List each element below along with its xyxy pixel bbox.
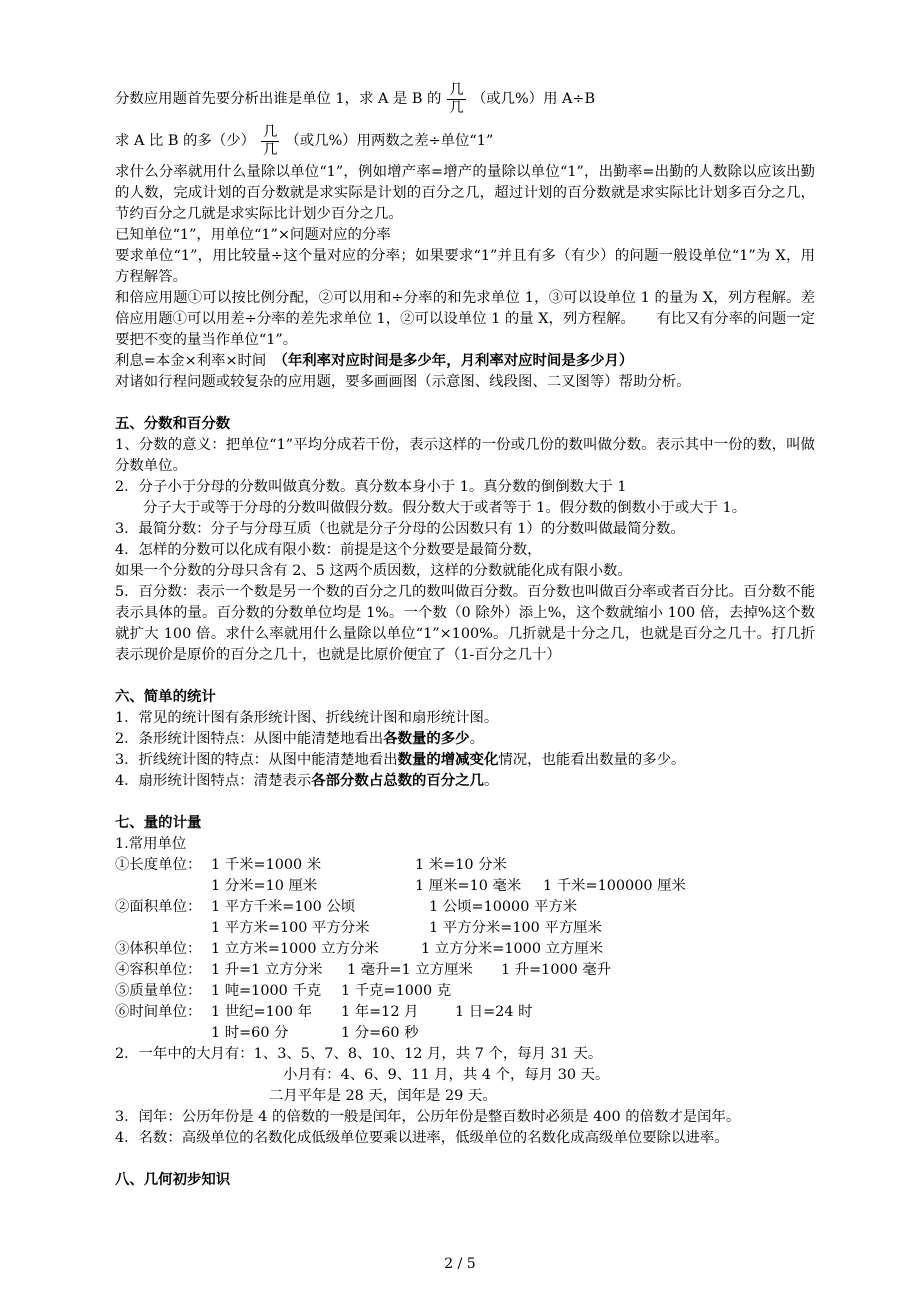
intro-line-1-tail: （或几%）用 A÷B bbox=[471, 90, 596, 107]
unit-fact: 1 毫升=1 立方厘米 bbox=[347, 962, 473, 978]
intro-paragraph-find-unit: 要求单位“1”，用比较量÷这个量对应的分率；如果要求“1”并且有多（有少）的问题一般设单位“1”为 X，用方程解答。 bbox=[115, 248, 815, 285]
fraction-numerator: 几 bbox=[449, 81, 464, 98]
fraction-denominator: 几 bbox=[263, 141, 278, 158]
unit-label: ⑤质量单位： bbox=[115, 983, 202, 999]
unit-label: ⑥时间单位： bbox=[115, 1004, 202, 1020]
intro-line-2-text: 求 A 比 B 的多（少） bbox=[115, 132, 255, 149]
unit-fact: 1 千米=1000 米 bbox=[211, 857, 322, 873]
unit-fact: 1 公顷=10000 平方米 bbox=[429, 899, 578, 915]
section-5-item-3: 3．最简分数：分子与分母互质（也就是分子分母的公因数只有 1）的分数叫做最简分数。 bbox=[115, 521, 685, 537]
section-6-item-2 bbox=[115, 729, 815, 750]
document-page bbox=[115, 78, 815, 1191]
section-5-item-5: 5．百分数：表示一个数是另一个数的百分之几的数叫做百分数。百分数也叫做百分率或者百分比。百分数不能表示具体的量。百分数的分数单位均是 1%。一个数（0 除外）添上%，这个数就缩小 100 倍，去掉%这个数就扩大 100 倍。求什么率就用什么量除以单位“1”×100%。几折就是十分之几，也就是百分之几十。打几折表示现价是原价的百分之几十，也就是比原价便宜了（1-百分之几十） bbox=[115, 584, 815, 663]
unit-fact: 1 世纪=100 年 bbox=[211, 1004, 313, 1020]
unit-label: ③体积单位： bbox=[115, 941, 202, 957]
length-units-row-2 bbox=[115, 876, 815, 897]
section-5-item-4a: 4．怎样的分数可以化成有限小数：前提是这个分数要是最简分数， bbox=[115, 542, 542, 558]
unit-fact: 1 立方米=1000 立方分米 bbox=[211, 941, 379, 957]
item-end: 。 bbox=[483, 773, 499, 789]
section-5-item-2a: 2．分子小于分母的分数叫做真分数。真分数本身小于 1。真分数的倒倒数大于 1 bbox=[115, 479, 627, 495]
area-units-row-1 bbox=[115, 897, 815, 918]
intro-line-1 bbox=[115, 78, 815, 120]
unit-fact: 1 时=60 分 bbox=[211, 1025, 289, 1041]
section-7-item-2a: 2．一年中的大月有：1、3、5、7、8、10、12 月，共 7 个，每月 31 天。 bbox=[115, 1046, 603, 1062]
unit-fact: 1 厘米=10 毫米 bbox=[415, 878, 522, 894]
item-emphasis: 数量的增减变化 bbox=[397, 752, 499, 768]
unit-label: ①长度单位： bbox=[115, 857, 202, 873]
section-7-item-4: 4．名数：高级单位的名数化成低级单位要乘以进率，低级单位的名数化成高级单位要除以进率。 bbox=[115, 1130, 729, 1146]
unit-fact: 1 千克=1000 克 bbox=[341, 983, 452, 999]
item-emphasis: 各部分数占总数的百分之几 bbox=[311, 773, 484, 789]
item-text: 2．条形统计图特点：从图中能清楚地看出 bbox=[115, 731, 384, 747]
section-7-item-3: 3．闰年：公历年份是 4 的倍数的一般是闰年，公历年份是整百数时必须是 400 的倍数才是闰年。 bbox=[115, 1109, 741, 1125]
unit-fact: 1 千米=100000 厘米 bbox=[543, 878, 686, 894]
time-units-row-1 bbox=[115, 1002, 815, 1023]
intro-line-2-tail: （或几%）用两数之差÷单位“1” bbox=[285, 132, 494, 149]
unit-fact: 1 年=12 月 bbox=[341, 1004, 419, 1020]
intro-paragraph-interest bbox=[115, 351, 815, 372]
section-5-item-4b: 如果一个分数的分母只含有 2、5 这两个质因数，这样的分数就能化成有限小数。 bbox=[115, 563, 632, 579]
item-text: 3．折线统计图的特点：从图中能清楚地看出 bbox=[115, 752, 398, 768]
section-7-sub-1: 1.常用单位 bbox=[115, 836, 187, 852]
unit-fact: 1 平方分米=100 平方厘米 bbox=[429, 920, 602, 936]
unit-fact: 1 升=1 立方分米 bbox=[211, 962, 323, 978]
unit-fact: 1 分米=10 厘米 bbox=[211, 878, 318, 894]
unit-fact: 1 立方分米=1000 立方厘米 bbox=[421, 941, 604, 957]
section-7-item-2b: 小月有：4、6、9、11 月，共 4 个，每月 30 天。 bbox=[283, 1067, 610, 1083]
volume-units-row bbox=[115, 939, 815, 960]
fraction-numerator: 几 bbox=[263, 123, 278, 140]
intro-line-1-text: 分数应用题首先要分析出谁是单位 1，求 A 是 B 的 bbox=[115, 90, 442, 107]
intro-paragraph-known-unit: 已知单位“1”，用单位“1”×问题对应的分率 bbox=[115, 227, 391, 243]
intro-paragraph-multiple-problems: 和倍应用题①可以按比例分配，②可以用和÷分率的和先求单位 1，③可以设单位 1 的量为 X，列方程解。差倍应用题①可以用差÷分率的差先求单位 1，②可以设单位 1 的量 X，列方程解。 有比又有分率的问题一定要把不变的量当作单位“1”。 bbox=[115, 290, 815, 348]
unit-fact: 1 米=10 分米 bbox=[415, 857, 507, 873]
mass-units-row bbox=[115, 981, 815, 1002]
interest-note: （年利率对应时间是多少年，月利率对应时间是多少月） bbox=[280, 353, 634, 369]
page-number: 2 / 5 bbox=[444, 1256, 476, 1272]
section-5-item-1: 1、分数的意义：把单位“1”平均分成若干份，表示这样的一份或几份的数叫做分数。表示其中一份的数，叫做分数单位。 bbox=[115, 437, 815, 474]
fraction-denominator: 几 bbox=[449, 99, 464, 116]
unit-fact: 1 平方米=100 平方分米 bbox=[211, 920, 370, 936]
section-5-item-2b: 分子大于或等于分母的分数叫做假分数。假分数大于或者等于 1。假分数的倒数小于或大于 1。 bbox=[143, 500, 747, 516]
unit-fact: 1 吨=1000 千克 bbox=[211, 983, 322, 999]
item-end: 情况，也能看出数量的多少。 bbox=[498, 752, 686, 768]
section-7-title: 七、量的计量 bbox=[115, 815, 202, 831]
capacity-units-row bbox=[115, 960, 815, 981]
section-6-title: 六、简单的统计 bbox=[115, 689, 216, 705]
intro-line-2 bbox=[115, 120, 815, 162]
unit-fact: 1 升=1000 毫升 bbox=[501, 962, 612, 978]
section-6-item-1: 1．常见的统计图有条形统计图、折线统计图和扇形统计图。 bbox=[115, 710, 499, 726]
item-emphasis: 各数量的多少 bbox=[383, 731, 470, 747]
section-6-item-4 bbox=[115, 771, 815, 792]
interest-formula: 利息=本金×利率×时间 bbox=[115, 353, 281, 369]
section-8-title: 八、几何初步知识 bbox=[115, 1172, 231, 1188]
fraction bbox=[447, 82, 465, 117]
unit-fact: 1 日=24 时 bbox=[455, 1004, 533, 1020]
item-end: 。 bbox=[469, 731, 484, 747]
item-text: 4．扇形统计图特点：清楚表示 bbox=[115, 773, 312, 789]
unit-fact: 1 分=60 秒 bbox=[341, 1025, 419, 1041]
area-units-row-2 bbox=[115, 918, 815, 939]
section-5-title: 五、分数和百分数 bbox=[115, 416, 231, 432]
length-units-row-1 bbox=[115, 855, 815, 876]
unit-fact: 1 平方千米=100 公顷 bbox=[211, 899, 356, 915]
unit-label: ④容积单位： bbox=[115, 962, 202, 978]
intro-paragraph-diagram-tip: 对诸如行程问题或较复杂的应用题，要多画画图（示意图、线段图、二叉图等）帮助分析。 bbox=[115, 374, 691, 390]
section-7-item-2c: 二月平年是 28 天，闰年是 29 天。 bbox=[269, 1088, 497, 1104]
fraction bbox=[261, 124, 279, 159]
unit-label: ②面积单位： bbox=[115, 899, 202, 915]
intro-paragraph-rate: 求什么分率就用什么量除以单位“1”，例如增产率=增产的量除以单位“1”，出勤率=出勤的人数除以应该出勤的人数，完成计划的百分数就是求实际是计划的百分之几，超过计划的百分数就是求实际比计划多百分之几，节约百分之几就是求实际比计划少百分之几。 bbox=[115, 164, 815, 222]
time-units-row-2 bbox=[115, 1023, 815, 1044]
section-6-item-3 bbox=[115, 750, 815, 771]
